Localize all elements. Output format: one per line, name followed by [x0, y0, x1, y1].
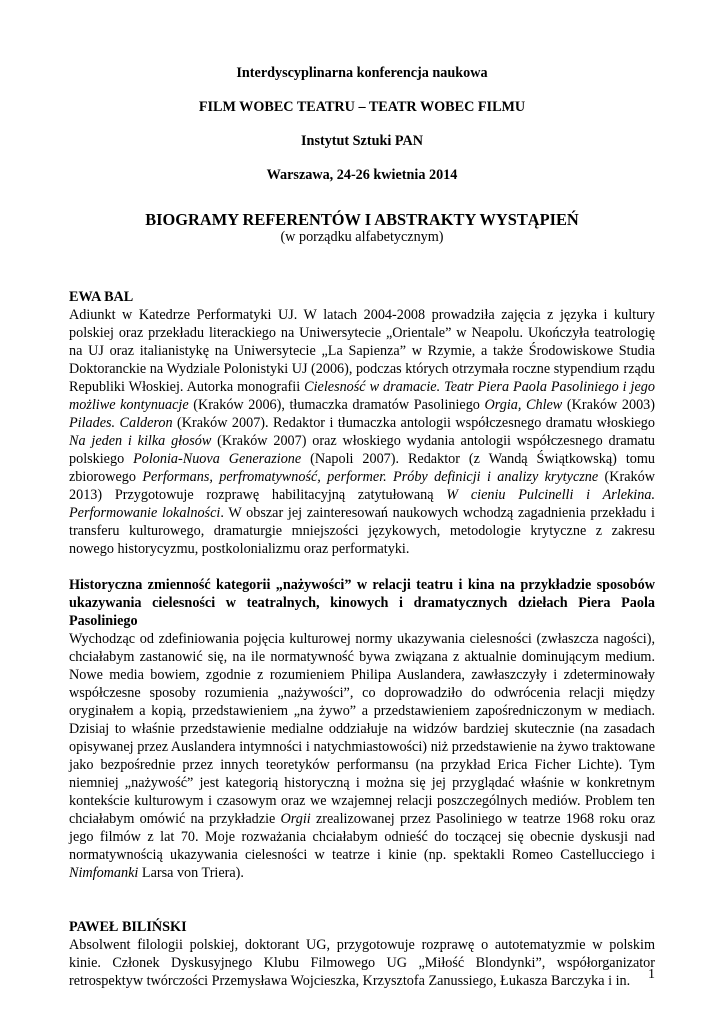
text-run: Adiunkt w Katedrze Performatyki UJ. W latach 2004-2008 prowadziła zajęcia z języka i kultury polskiej oraz przekładu literackiego na Uniwersytecie „Orientale” w Neapolu. Ukończyła teatrologię na UJ oraz italianistykę na Uniwersytecie „La Sapienza” w Rzymie, a także Środowiskowe Studia Doktoranckie na Wydziale Polonistyki UJ (2006), podczas których otrzymała roczne stypendium rządu Republiki Włoskiej. Autorka monografii [69, 307, 655, 395]
italic-title-run: Na jeden i kilka głosów [69, 433, 212, 449]
italic-title-run: Polonia-Nuova Generazione [133, 451, 302, 467]
speaker-name-2: PAWEŁ BILIŃSKI [69, 919, 187, 935]
abstract-body-1 [69, 630, 655, 882]
document-title: BIOGRAMY REFERENTÓW I ABSTRAKTY WYSTĄPIEŃ [145, 210, 579, 229]
italic-title-run: Cielesność w dramacie. Teatr Piera Paola Pasoliniego i jego możliwe kontynuacje [69, 379, 655, 413]
italic-title-run: Nimfomanki [69, 865, 139, 881]
page-number: 1 [648, 967, 655, 982]
text-run: (Kraków 2007). Redaktor i tłumaczka antologii współczesnego dramatu włoskiego [172, 415, 655, 431]
institution: Instytut Sztuki PAN [301, 133, 423, 149]
text-run: (Kraków 2003) [562, 397, 655, 413]
text-run: (Kraków 2006), tłumaczka dramatów Pasoliniego [188, 397, 485, 413]
conference-title: FILM WOBEC TEATRU – TEATR WOBEC FILMU [198, 99, 526, 115]
italic-title-run: Orgia, Chlew [484, 397, 563, 413]
text-run: (Kraków 2007) oraz włoskiego wydania antologii współczesnego dramatu polskiego [69, 433, 655, 467]
text-run: Larsa von Triera). [138, 865, 244, 881]
text-run: . W obszar jej zainteresowań naukowych wchodzą zagadnienia przekładu i transferu kulturowego, dramaturgie mniejszości językowych, metodologie krytyczne z zakresu nowego historycyzmu, postkolonializmu oraz performatyki. [69, 505, 655, 557]
place-and-date: Warszawa, 24-26 kwietnia 2014 [266, 167, 458, 183]
text-run: zrealizowanej przez Pasoliniego w teatrze 1968 roku oraz jego filmów z lat 70. Moje rozważania chciałabym odnieść do toczącej się obecnie dyskusji nad normatywnością ukazywania cielesności w teatrze i kinie (np. spektakli Romeo Castellucciego i [69, 811, 655, 863]
text-run: (Kraków 2013) Przygotowuje rozprawę habilitacyjną zatytułowaną [69, 469, 655, 503]
italic-title-run: Performans, perfromatywność, performer. Próby definicji i analizy krytyczne [142, 469, 599, 485]
speaker-name-1: EWA BAL [69, 289, 134, 305]
italic-title-run: Orgii [280, 811, 311, 827]
text-run: Absolwent filologii polskiej, doktorant UG, przygotowuje rozprawę o autotematyzmie w polskim kinie. Członek Dyskusyjnego Klubu Filmowego UG „Miłość Blondynki”, współorganizator retrospektyw twórczości Przemysława Wojcieszka, Krzysztofa Zanussiego, Łukasza Barczyka i in. [69, 937, 655, 989]
speaker-bio-1 [69, 306, 655, 558]
speaker-bio-2 [69, 936, 655, 990]
conference-type: Interdyscyplinarna konferencja naukowa [236, 65, 488, 81]
text-run: (Napoli 2007). Redaktor (z Wandą Świątkowską) tomu zbiorowego [69, 451, 655, 485]
abstract-title-1: Historyczna zmienność kategorii „nażywości” w relacji teatru i kina na przykładzie sposobów ukazywania cielesności w teatralnych, kinowych i dramatycznych dziełach Piera Paola Pasoliniego [69, 577, 655, 629]
italic-title-run: Pilades. Calderon [69, 415, 173, 431]
document-subtitle: (w porządku alfabetycznym) [280, 229, 444, 245]
document-page [69, 64, 655, 990]
italic-title-run: W cieniu Pulcinelli i Arlekina. Performowanie lokalności [69, 487, 655, 521]
text-run: Wychodząc od zdefiniowania pojęcia kulturowej normy ukazywania cielesności (zwłaszcza nagości), chciałabym zastanowić się, na ile normatywność bywa związana z aktualnie dominującym medium. Nowe media bowiem, zgodnie z rozumieniem Philipa Auslandera, zawłaszczyły i zdeterminowały współczesne sposoby rozumienia „nażywości”, co doprowadziło do odwrócenia relacji między oryginałem a kopią, przedstawieniem „na żywo” a przedstawieniem zapośredniczonym w mediach. Dzisiaj to właśnie przedstawienie medialne oddziałuje na widzów bardziej skutecznie (na zasadach opisywanej przez Auslandera intymności i natychmiastowości) niż przedstawienie na żywo traktowane jako bezpośrednie przez innych teoretyków performansu (na przykład Erica Ficher Lichte). Tym niemniej „nażywość” jest kategorią historyczną i można się jej przyglądać właśnie w konkretnym kontekście kulturowym i czasowym oraz we wzajemnej relacji poszczególnych mediów. Problem ten chciałabym omówić na przykładzie [69, 631, 655, 827]
